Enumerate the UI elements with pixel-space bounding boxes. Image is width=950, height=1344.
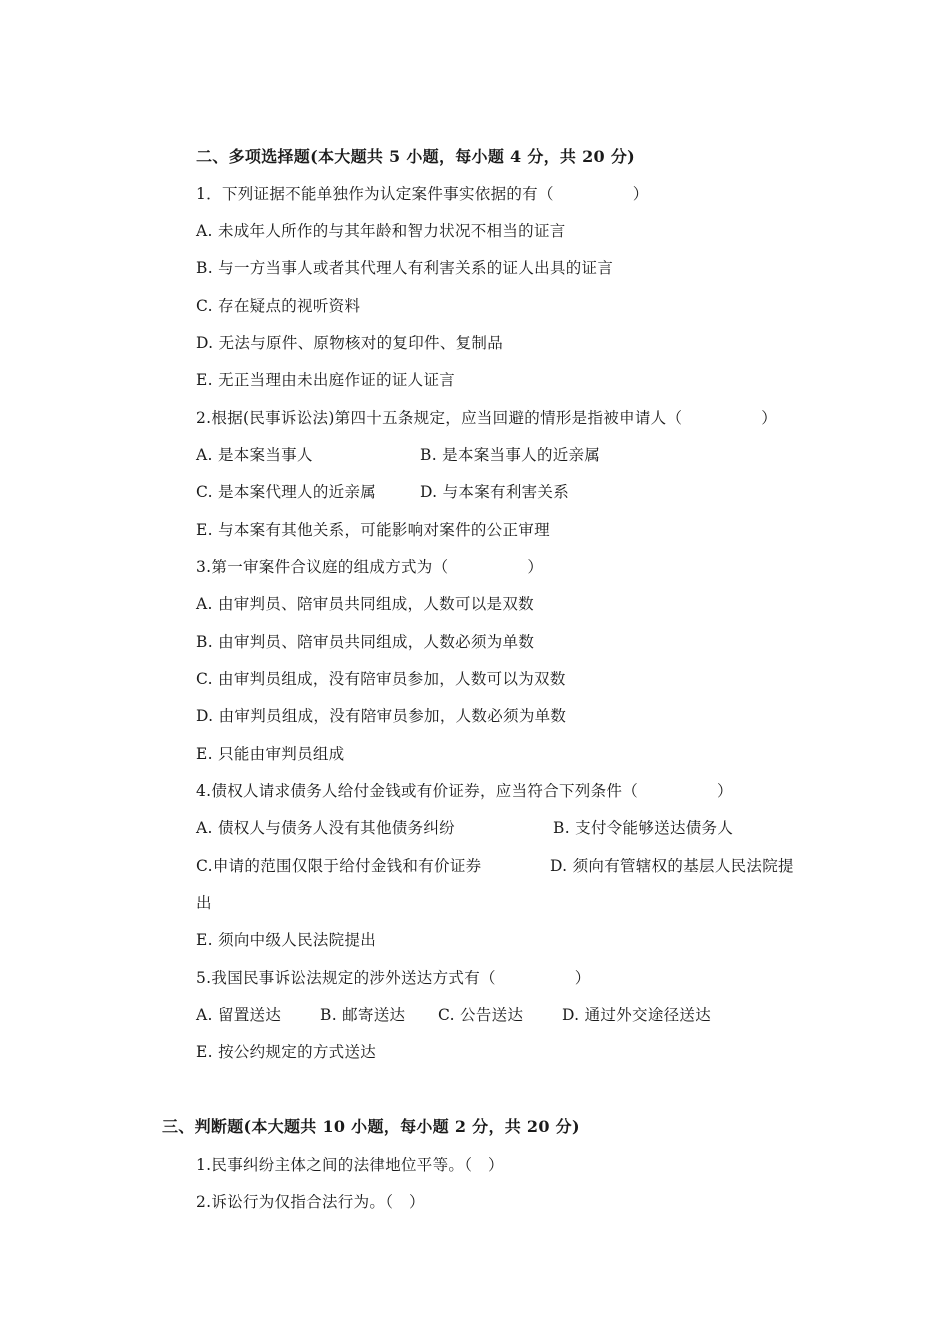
q4-option-b: B. 支付令能够送达债务人 bbox=[553, 819, 734, 837]
q2-option-d: D. 与本案有利害关系 bbox=[420, 483, 570, 501]
q1-option-c: C. 存在疑点的视听资料 bbox=[196, 297, 361, 315]
judgment-item-1: 1.民事纠纷主体之间的法律地位平等。（ ） bbox=[196, 1156, 504, 1174]
q3-option-e: E. 只能由审判员组成 bbox=[196, 745, 345, 763]
section2-heading: 二、多项选择题(本大题共 5 小题，每小题 4 分，共 20 分) bbox=[196, 147, 635, 166]
section3-heading: 三、判断题(本大题共 10 小题，每小题 2 分，共 20 分) bbox=[162, 1117, 580, 1136]
q1-option-a: A. 未成年人所作的与其年龄和智力状况不相当的证言 bbox=[196, 222, 566, 240]
q4-option-a: A. 债权人与债务人没有其他债务纠纷 bbox=[196, 819, 455, 837]
q4-option-d-continued: 出 bbox=[196, 894, 212, 912]
q1-option-d: D. 无法与原件、原物核对的复印件、复制品 bbox=[196, 334, 504, 352]
q2-option-e: E. 与本案有其他关系，可能影响对案件的公正审理 bbox=[196, 521, 550, 539]
q1-option-e: E. 无正当理由未出庭作证的证人证言 bbox=[196, 371, 456, 389]
question-4-stem: 4.债权人请求债务人给付金钱或有价证券，应当符合下列条件（ ） bbox=[196, 782, 733, 800]
question-5-stem: 5.我国民事诉讼法规定的涉外送达方式有（ ） bbox=[196, 969, 591, 987]
q5-option-a: A. 留置送达 bbox=[196, 1006, 282, 1024]
q3-option-c: C. 由审判员组成，没有陪审员参加，人数可以为双数 bbox=[196, 670, 566, 688]
question-1-stem: 1．下列证据不能单独作为认定案件事实依据的有（ ） bbox=[196, 185, 649, 203]
q1-option-b: B. 与一方当事人或者其代理人有利害关系的证人出具的证言 bbox=[196, 259, 614, 277]
q4-option-d: D. 须向有管辖权的基层人民法院提 bbox=[550, 857, 794, 875]
q3-option-d: D. 由审判员组成，没有陪审员参加，人数必须为单数 bbox=[196, 707, 567, 725]
q5-option-d: D. 通过外交途径送达 bbox=[562, 1006, 712, 1024]
q3-option-b: B. 由审判员、陪审员共同组成，人数必须为单数 bbox=[196, 633, 535, 651]
q2-option-b: B. 是本案当事人的近亲属 bbox=[420, 446, 601, 464]
q4-option-c: C.申请的范围仅限于给付金钱和有价证券 bbox=[196, 857, 482, 875]
q5-option-e: E. 按公约规定的方式送达 bbox=[196, 1043, 377, 1061]
question-3-stem: 3.第一审案件合议庭的组成方式为（ ） bbox=[196, 558, 544, 576]
q2-option-a: A. 是本案当事人 bbox=[196, 446, 313, 464]
q5-option-b: B. 邮寄送达 bbox=[320, 1006, 406, 1024]
judgment-item-2: 2.诉讼行为仅指合法行为。（ ） bbox=[196, 1193, 425, 1211]
question-2-stem: 2.根据(民事诉讼法)第四十五条规定，应当回避的情形是指被申请人（ ） bbox=[196, 409, 778, 427]
q2-option-c: C. 是本案代理人的近亲属 bbox=[196, 483, 377, 501]
q3-option-a: A. 由审判员、陪审员共同组成，人数可以是双数 bbox=[196, 595, 534, 613]
q5-option-c: C. 公告送达 bbox=[438, 1006, 524, 1024]
q4-option-e: E. 须向中级人民法院提出 bbox=[196, 931, 377, 949]
